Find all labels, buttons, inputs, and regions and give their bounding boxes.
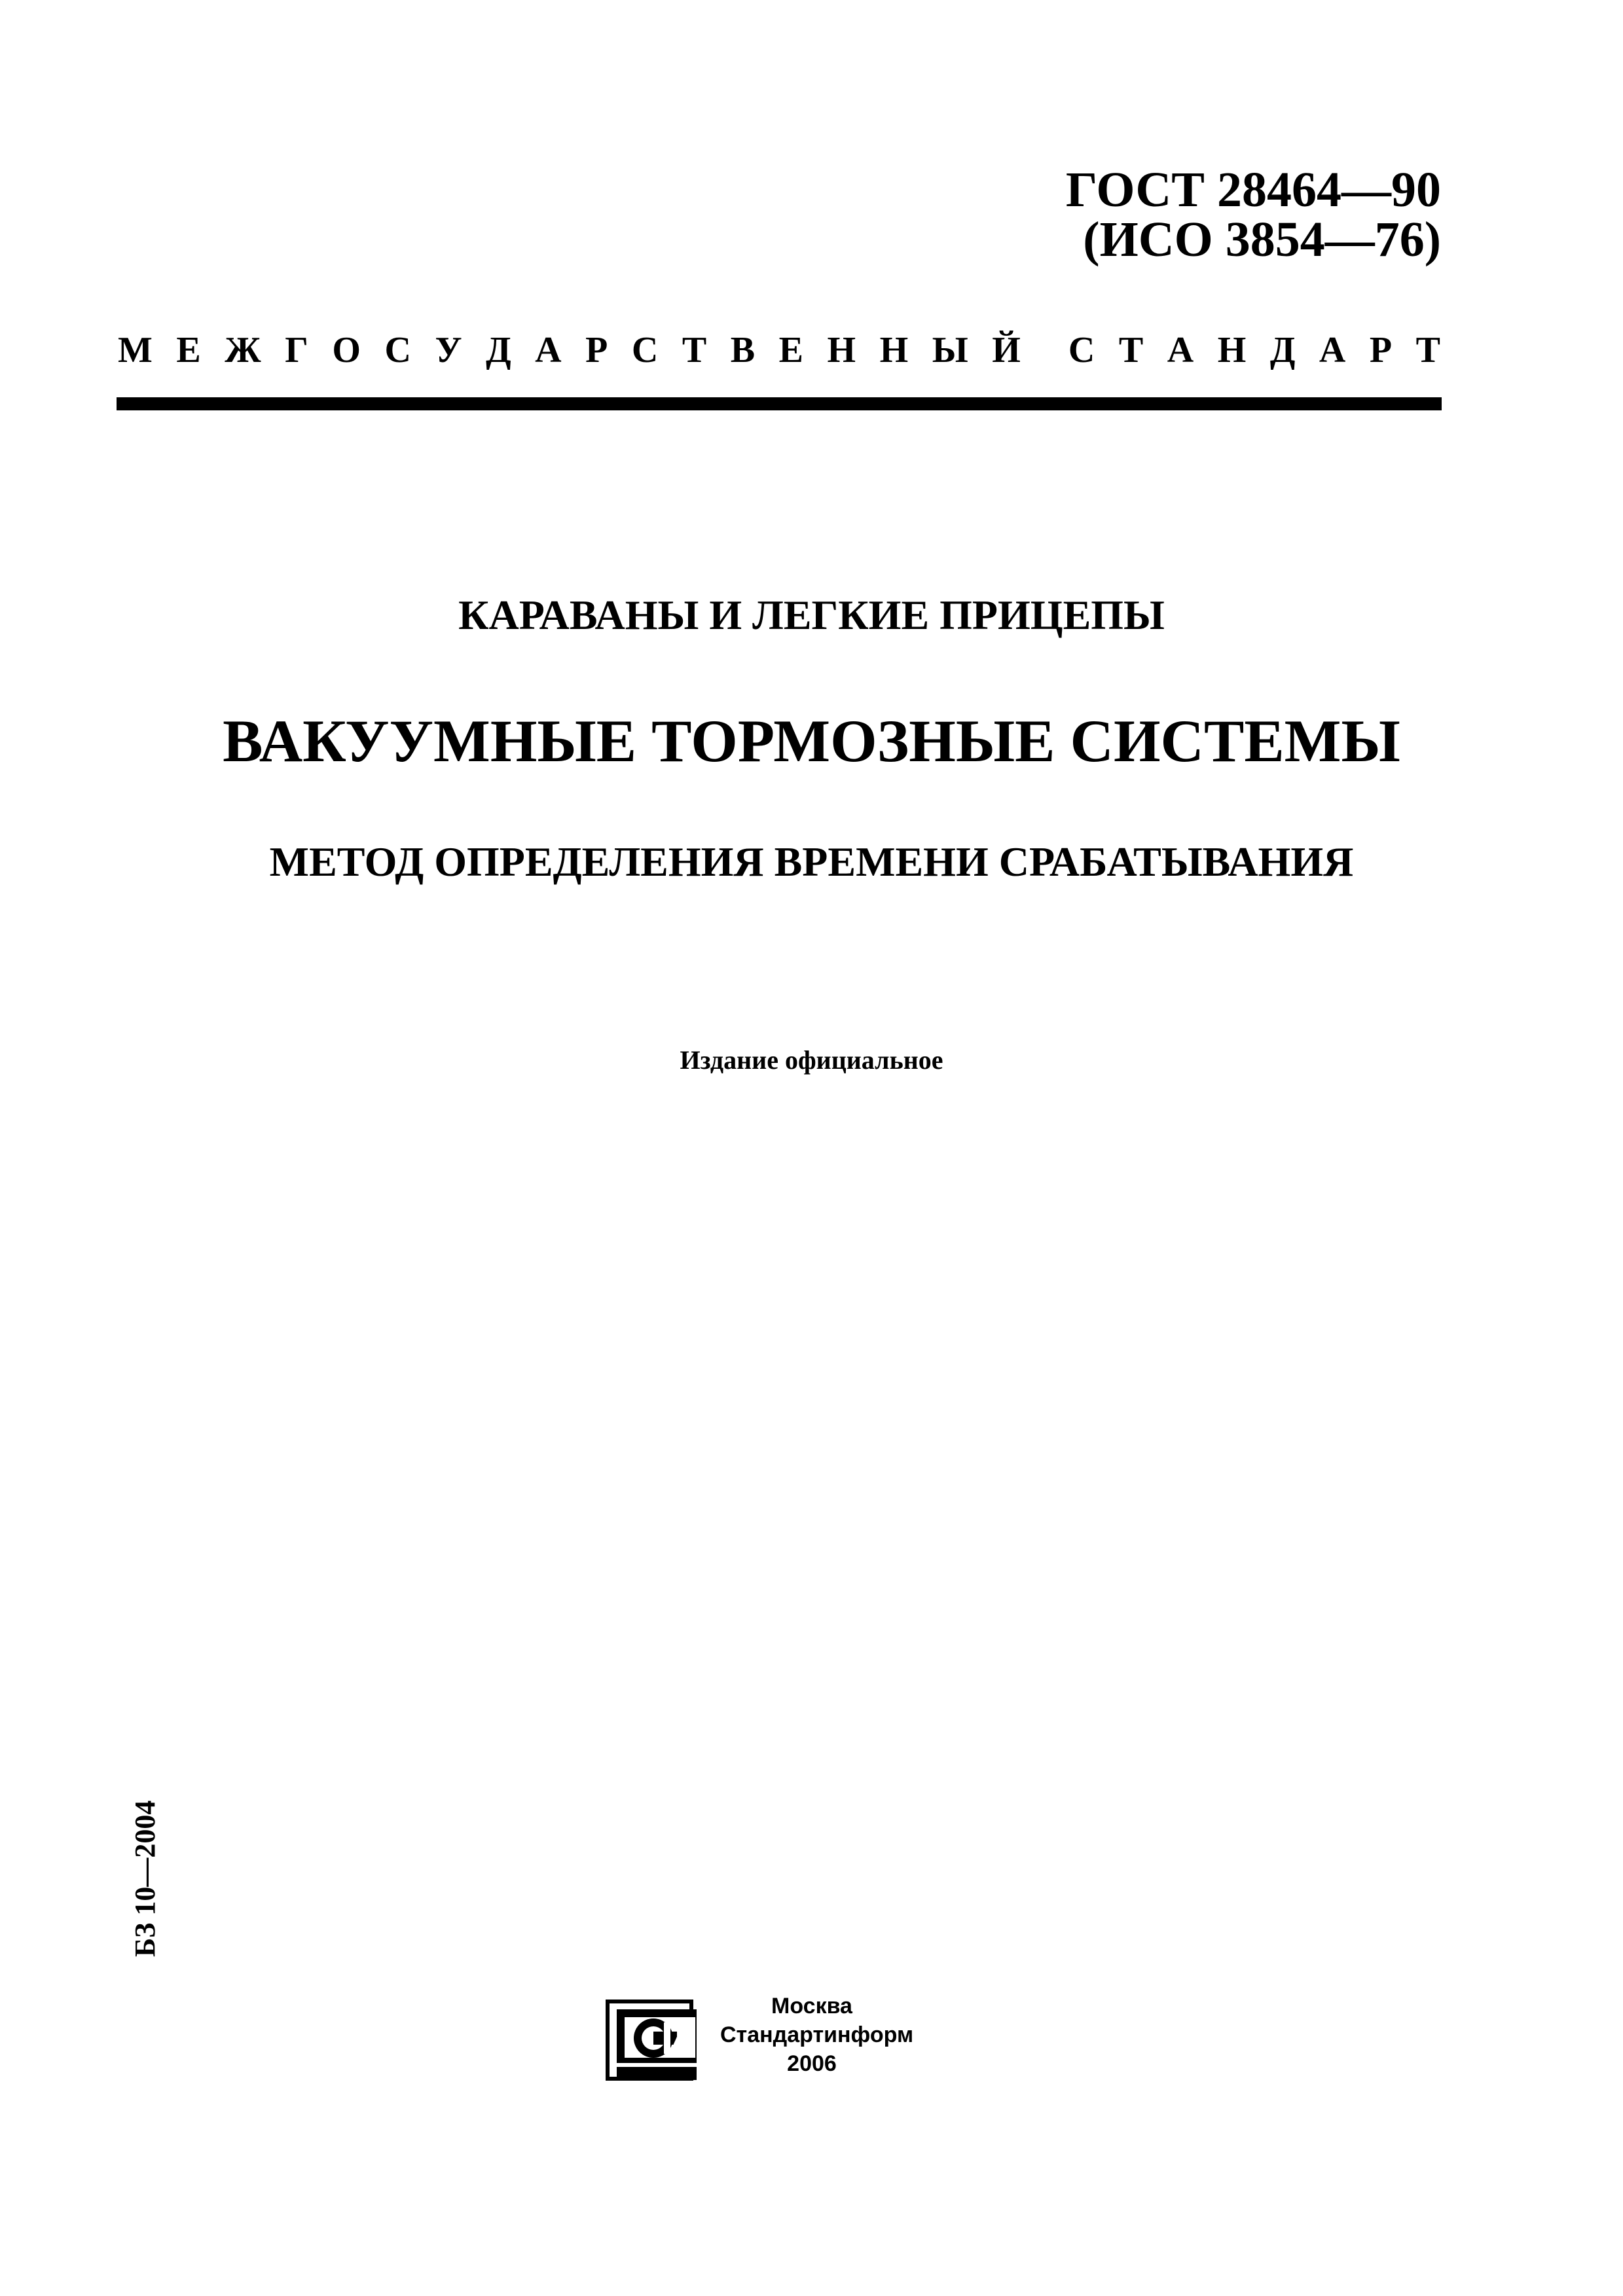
heading-letter: Н (1217, 330, 1247, 370)
title-line-2: ВАКУУМНЫЕ ТОРМОЗНЫЕ СИСТЕМЫ (223, 708, 1400, 774)
heading-letter: Н (879, 330, 909, 370)
heading-letter: М (118, 330, 153, 370)
heading-letter: Т (682, 330, 707, 370)
standartinform-logo-icon (605, 1999, 702, 2084)
header-divider-rule (117, 397, 1442, 410)
heading-letter: Й (992, 330, 1021, 370)
heading-letter: А (535, 330, 562, 370)
designation-block (1065, 162, 1441, 267)
heading-letter: С (631, 330, 659, 370)
heading-letter: С (1068, 330, 1095, 370)
publisher-year: 2006 (787, 2051, 837, 2076)
publisher-block (720, 1992, 914, 2078)
heading-letter: Т (1415, 330, 1440, 370)
title-line-1: КАРАВАНЫ И ЛЕГКИЕ ПРИЦЕПЫ (458, 592, 1165, 638)
heading-letter: Д (1269, 330, 1296, 370)
heading-letter: С (384, 330, 411, 370)
publisher-city: Москва (771, 1994, 852, 2018)
heading-letter: В (730, 330, 756, 370)
publisher-name: Стандартинформ (720, 2022, 914, 2047)
heading-letter: Е (176, 330, 201, 370)
heading-letter: Е (778, 330, 803, 370)
iso-number: (ИСО 3854—76) (1083, 212, 1441, 267)
interstate-standard-heading (118, 331, 1440, 370)
heading-letter: А (1319, 330, 1346, 370)
standard-number: ГОСТ 28464—90 (1065, 162, 1441, 217)
heading-letter: У (435, 330, 462, 370)
title-line-3: МЕТОД ОПРЕДЕЛЕНИЯ ВРЕМЕНИ СРАБАТЫВАНИЯ (269, 838, 1354, 885)
edition-note: Издание официальное (680, 1045, 943, 1075)
heading-letter: Т (1118, 330, 1144, 370)
heading-letter: Ы (932, 330, 968, 370)
heading-letter: Р (1369, 330, 1393, 370)
heading-letter: Н (827, 330, 856, 370)
heading-letter: Ж (225, 330, 261, 370)
heading-letter: А (1167, 330, 1194, 370)
side-registration-code: БЗ 10—2004 (129, 1800, 161, 1957)
heading-letter: Г (285, 330, 308, 370)
heading-letter: Р (585, 330, 608, 370)
heading-letter: О (332, 330, 361, 370)
heading-letter: Д (486, 330, 511, 370)
